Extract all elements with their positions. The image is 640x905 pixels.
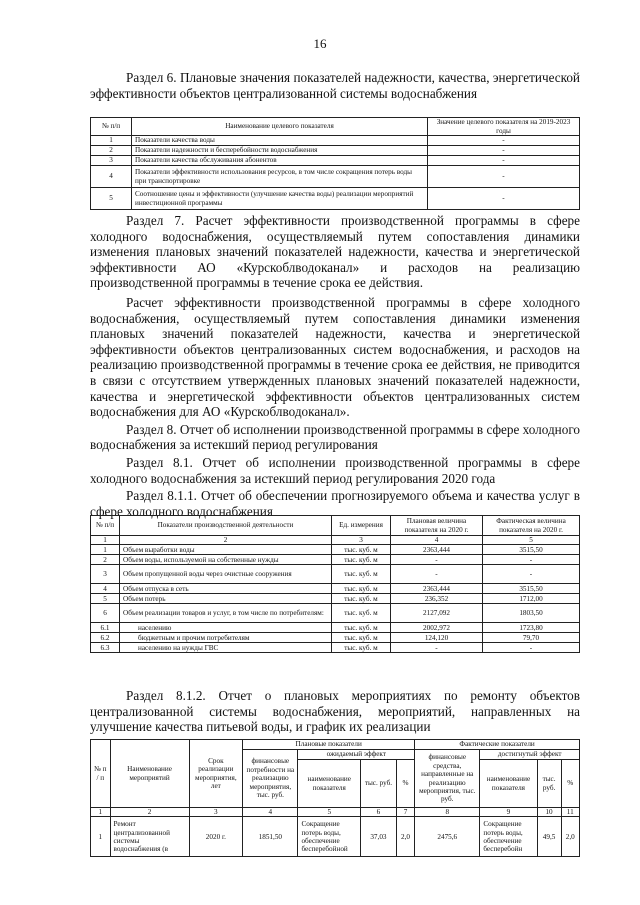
row-indicator: Объем воды, используемой на собственные нужды	[120, 555, 332, 565]
row-unit: тыс. куб. м	[332, 555, 391, 565]
table-row	[91, 188, 580, 210]
col-number: 5	[298, 808, 361, 817]
row-indicator: Показатели качества воды	[132, 136, 428, 146]
row-value: -	[428, 188, 580, 210]
section-8-title: Раздел 8. Отчет об исполнении производственной программы в сфере холодного водоснабжения за истекший период регулирования	[90, 421, 580, 453]
section-6	[90, 70, 580, 101]
row-plan: 124,120	[391, 633, 483, 643]
col-header-rub: тыс. руб.	[361, 760, 397, 808]
row-unit: тыс. куб. м	[332, 633, 391, 643]
row-plan: 2363,444	[391, 584, 483, 594]
production-indicators-table	[90, 515, 580, 653]
col-header-num: № п / п	[91, 740, 111, 808]
col-number: 2	[120, 536, 332, 545]
row-num: 5	[91, 594, 120, 604]
col-number: 3	[332, 536, 391, 545]
table-row	[91, 156, 580, 166]
row-indicator: Объем потерь	[120, 594, 332, 604]
col-header-pct-fact: %	[561, 760, 579, 808]
row-num: 5	[91, 188, 132, 210]
section-8-1-title: Раздел 8.1. Отчет об исполнении производственной программы в сфере холодного водоснабжения за истекший период регулирования 2020 года	[90, 454, 580, 486]
row-num: 1	[91, 817, 111, 857]
row-num: 6	[91, 604, 120, 623]
row-indicator: Показатели надежности и бесперебойности водоснабжения	[132, 146, 428, 156]
section-7-8-text	[90, 213, 580, 519]
table-row	[91, 136, 580, 146]
row-unit: тыс. куб. м	[332, 623, 391, 633]
col-header-unit: Ед. измерения	[332, 516, 391, 536]
col-header-name: Наименование мероприятий	[110, 740, 189, 808]
section-8-1-1-title: Раздел 8.1.1. Отчет об обеспечении прогнозируемого объема и качества услуг в сфере холодного водоснабжения	[90, 488, 580, 519]
col-number: 4	[243, 808, 298, 817]
row-unit: тыс. куб. м	[332, 604, 391, 623]
row-indicator: Объем реализации товаров и услуг, в том числе по потребителям:	[120, 604, 332, 623]
col-number: 1	[91, 536, 120, 545]
col-number: 10	[537, 808, 561, 817]
row-fact: -	[483, 555, 580, 565]
col-header-pct: %	[396, 760, 414, 808]
table-row	[91, 584, 580, 594]
row-num: 4	[91, 584, 120, 594]
row-num: 6.1	[91, 623, 120, 633]
section-7-note: Расчет эффективности производственной программы в сфере холодного водоснабжения, осуществляемый путем сопоставления динамики изменения плановых значений показателей надежности, качества и энергетической эффективности объектов централизованных систем водоснабжения, и расходов на реализацию производственной программы в течение срока ее действия, не приводится в связи с отсутствием утвержденных плановых значений показателей надежности, качества и энергетической эффективности объектов централизованных систем водоснабжения для АО «Курскоблводоканал».	[90, 294, 580, 420]
row-fact: 3515,50	[483, 584, 580, 594]
row-num: 2	[91, 555, 120, 565]
row-fin-fact: 2475,6	[415, 817, 480, 857]
row-term: 2020 г.	[189, 817, 243, 857]
table-row	[91, 594, 580, 604]
col-number: 4	[391, 536, 483, 545]
col-header-indicator: Наименование целевого показателя	[132, 118, 428, 136]
table-row	[91, 565, 580, 584]
col-header-num: № п/п	[91, 516, 120, 536]
col-header-plan: Плановая величина показателя на 2020 г.	[391, 516, 483, 536]
row-fact: -	[483, 643, 580, 653]
row-fact: 1712,00	[483, 594, 580, 604]
row-plan: 2002,972	[391, 623, 483, 633]
table-8-1-1-wrap	[90, 515, 580, 653]
table-8-1-2-wrap	[90, 739, 580, 857]
section-8-1-2-title: Раздел 8.1.2. Отчет о плановых мероприятиях по ремонту объектов централизованной системы водоснабжения, мероприятий, направленных на улучшение качества питьевой воды, и график их реализации	[90, 688, 580, 735]
table-row	[91, 643, 580, 653]
row-value: -	[428, 166, 580, 188]
col-header-eff-plan: ожидаемый эффект	[298, 750, 415, 760]
col-number: 5	[483, 536, 580, 545]
row-unit: тыс. куб. м	[332, 545, 391, 555]
row-indicator: населению	[120, 623, 332, 633]
row-indicator: населению на нужды ГВС	[120, 643, 332, 653]
row-plan: 2127,092	[391, 604, 483, 623]
col-header-fin-plan: финансовые потребности на реализацию мероприятия, тыс. руб.	[243, 750, 298, 808]
row-value: -	[428, 146, 580, 156]
row-indicator: Показатели качества обслуживания абонентов	[132, 156, 428, 166]
col-header-term: Срок реализации мероприятия, лет	[189, 740, 243, 808]
row-fact: 3515,50	[483, 545, 580, 555]
col-header-plan: Плановые показатели	[243, 740, 415, 750]
row-unit: тыс. куб. м	[332, 643, 391, 653]
col-header-value: Значение целевого показателя на 2019-2023 годы	[428, 118, 580, 136]
col-header-indicator-name: наименование показателя	[298, 760, 361, 808]
row-indicator: Объем пропущенной воды через очистные сооружения	[120, 565, 332, 584]
col-number: 11	[561, 808, 579, 817]
repair-measures-table	[90, 739, 580, 857]
row-eff-fact-name: Сокращение потерь воды, обеспечение бесперебойн	[480, 817, 537, 857]
table-row	[91, 633, 580, 643]
row-indicator: Соотношение цены и эффективности (улучшение качества воды) реализации мероприятий инвестиционной программы	[132, 188, 428, 210]
col-header-indicator-name-fact: наименование показателя	[480, 760, 537, 808]
row-num: 2	[91, 146, 132, 156]
row-indicator: бюджетным и прочим потребителям	[120, 633, 332, 643]
row-value: -	[428, 136, 580, 146]
col-header-num: № п/п	[91, 118, 132, 136]
table-row	[91, 545, 580, 555]
col-header-fin-fact: финансовые средства, направленные на реализацию мероприятия, тыс. руб.	[415, 750, 480, 808]
col-number: 2	[110, 808, 189, 817]
row-indicator: Объем отпуска в сеть	[120, 584, 332, 594]
row-num: 3	[91, 156, 132, 166]
row-num: 3	[91, 565, 120, 584]
row-unit: тыс. куб. м	[332, 565, 391, 584]
section-8-1-2	[90, 688, 580, 735]
row-plan: -	[391, 565, 483, 584]
section-6-title: Раздел 6. Плановые значения показателей надежности, качества, энергетической эффективности объектов централизованной системы водоснабжения	[90, 70, 580, 101]
row-num: 1	[91, 136, 132, 146]
col-number: 9	[480, 808, 537, 817]
row-fact: 1723,80	[483, 623, 580, 633]
row-name: Ремонт централизованной системы водоснабжения (в	[110, 817, 189, 857]
col-header-eff-fact: достигнутый эффект	[480, 750, 580, 760]
row-num: 4	[91, 166, 132, 188]
row-eff-plan-pct: 2,0	[396, 817, 414, 857]
section-6-table-wrap	[90, 117, 580, 210]
row-eff-fact-rub: 49,5	[537, 817, 561, 857]
col-number: 8	[415, 808, 480, 817]
row-indicator: Показатели эффективности использования ресурсов, в том числе сокращения потерь воды при транспортировке	[132, 166, 428, 188]
table-row	[91, 166, 580, 188]
row-unit: тыс. куб. м	[332, 594, 391, 604]
row-plan: 2363,444	[391, 545, 483, 555]
row-eff-fact-pct: 2,0	[561, 817, 579, 857]
table-row	[91, 623, 580, 633]
col-header-indicator: Показатели производственной деятельности	[120, 516, 332, 536]
row-eff-plan-rub: 37,03	[361, 817, 397, 857]
table-row	[91, 555, 580, 565]
col-header-fact: Фактические показатели	[415, 740, 580, 750]
row-eff-plan-name: Сокращение потерь воды, обеспечение бесперебойной	[298, 817, 361, 857]
row-num: 6.3	[91, 643, 120, 653]
col-number: 6	[361, 808, 397, 817]
row-unit: тыс. куб. м	[332, 584, 391, 594]
row-fact: -	[483, 565, 580, 584]
col-number: 7	[396, 808, 414, 817]
row-value: -	[428, 156, 580, 166]
row-fact: 79,70	[483, 633, 580, 643]
col-header-rub-fact: тыс. руб.	[537, 760, 561, 808]
row-num: 1	[91, 545, 120, 555]
col-number: 1	[91, 808, 111, 817]
row-indicator: Объем выработки воды	[120, 545, 332, 555]
col-header-fact: Фактическая величина показателя на 2020 г.	[483, 516, 580, 536]
row-fin-plan: 1851,50	[243, 817, 298, 857]
row-num: 6.2	[91, 633, 120, 643]
row-fact: 1803,50	[483, 604, 580, 623]
page-number: 16	[313, 36, 327, 51]
row-plan: 236,352	[391, 594, 483, 604]
table-row	[91, 146, 580, 156]
table-row	[91, 604, 580, 623]
col-number: 3	[189, 808, 243, 817]
row-plan: -	[391, 555, 483, 565]
target-indicators-table	[90, 117, 580, 210]
table-row	[91, 817, 580, 857]
section-7-paragraph: Раздел 7. Расчет эффективности производственной программы в сфере холодного водоснабжения, осуществляемый путем сопоставления динамики изменения плановых значений показателей надежности, качества и энергетической эффективности АО «Курскоблводоканал» и расходов на реализацию производственной программы в течение срока ее действия.	[90, 213, 580, 291]
row-plan: -	[391, 643, 483, 653]
